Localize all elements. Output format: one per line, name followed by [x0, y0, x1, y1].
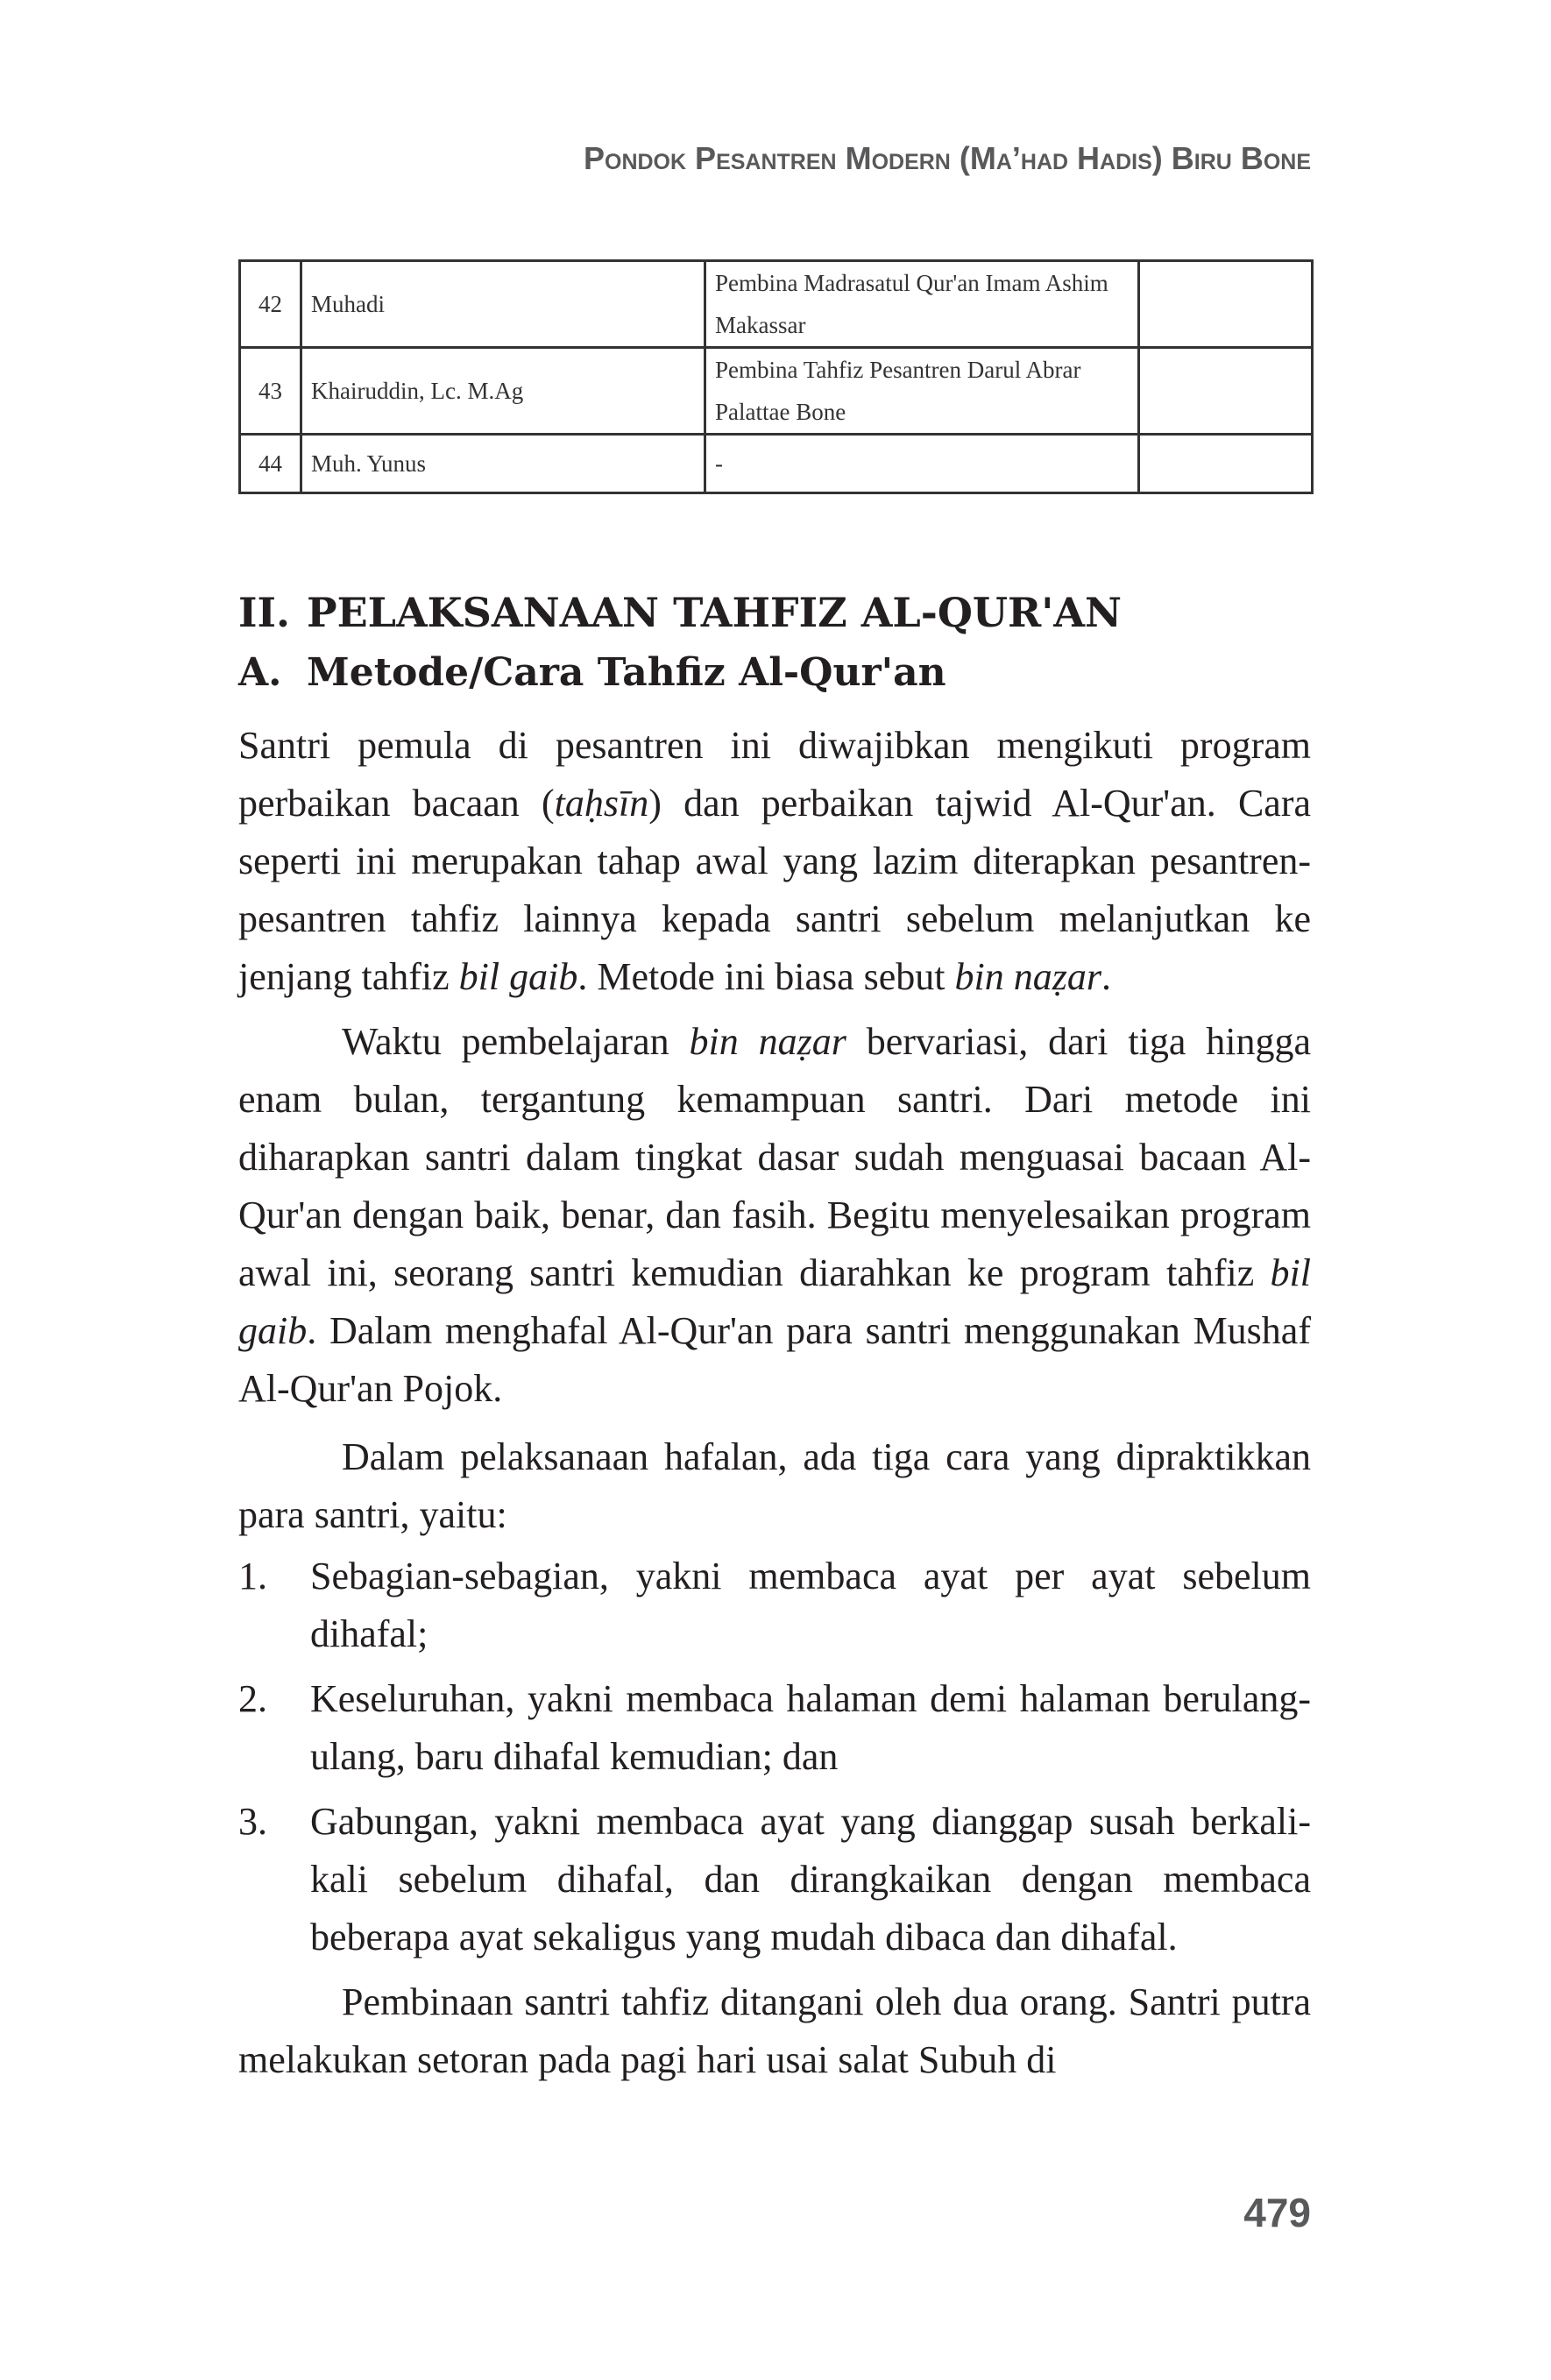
section-title: PELAKSANAAN TAHFIZ AL-QUR'AN — [307, 589, 1123, 636]
list-marker: 3. — [238, 1800, 267, 1843]
text-run: Waktu pembelajaran — [342, 1020, 690, 1063]
subsection-heading — [238, 650, 946, 695]
table-row — [240, 348, 1313, 435]
paragraph-3: Dalam pelaksanaan hafalan, ada tiga cara yang dipraktikkan para santri, yaitu: — [238, 1435, 1311, 1536]
paragraph-1 — [238, 717, 1311, 1006]
row-name: Muhadi — [301, 261, 705, 348]
italic-term: bin naẓar — [689, 1020, 846, 1063]
italic-term: bil gaib — [238, 1251, 1311, 1352]
row-name: Muh. Yunus — [301, 435, 705, 493]
text-run: . Dalam menghafal Al-Qur'an para santri menggunakan Mushaf Al-Qur'an Pojok. — [238, 1309, 1311, 1410]
roster-table — [238, 259, 1314, 494]
running-head: Pondok Pesantren Modern (Ma’had Hadis) Biru Bone — [583, 140, 1311, 176]
row-extra — [1139, 261, 1313, 348]
row-name: Khairuddin, Lc. M.Ag — [301, 348, 705, 435]
section-number: II. — [238, 589, 291, 636]
body-text — [238, 717, 1311, 2089]
italic-term: taḥsīn — [554, 782, 649, 825]
text-run: . Metode ini biasa sebut — [577, 955, 955, 998]
row-number: 44 — [240, 435, 301, 493]
list-item — [238, 1793, 1311, 1966]
row-extra — [1139, 435, 1313, 493]
list-item — [238, 1548, 1311, 1663]
text-run: Santri pemula di pesantren ini diwajibkan mengikuti program perbaikan bacaan ( — [238, 724, 1311, 825]
row-number: 43 — [240, 348, 301, 435]
text-run: bervariasi, dari tiga hingga enam bulan, tergantung kemampuan santri. Dari metode ini diharapkan santri dalam tingkat dasar sudah menguasai bacaan Al-Qur'an dengan baik, benar, dan fasih. Begitu menyelesaikan program awal ini, seorang santri kemudian diarahkan ke program tahfiz — [238, 1020, 1311, 1294]
page-number: 479 — [1243, 2190, 1311, 2235]
subsection-title: Metode/Cara Tahfiz Al-Qur'an — [307, 650, 946, 695]
row-role: - — [705, 435, 1139, 493]
table-row — [240, 261, 1313, 348]
list-item — [238, 1670, 1311, 1786]
row-role: Pembina Madrasatul Qur'an Imam Ashim Makassar — [705, 261, 1139, 348]
paragraph-4: Pembinaan santri tahfiz ditangani oleh dua orang. Santri putra melakukan setoran pada pagi hari usai salat Subuh di — [238, 1980, 1311, 2081]
method-list — [238, 1548, 1311, 1966]
italic-term: bin naẓar — [954, 955, 1101, 998]
list-item-text: Sebagian-sebagian, yakni membaca ayat per ayat sebelum dihafal; — [310, 1555, 1311, 1655]
row-number: 42 — [240, 261, 301, 348]
text-run: . — [1101, 955, 1111, 998]
text-run: ) dan perbaikan tajwid Al-Qur'an. Cara seperti ini merupakan tahap awal yang lazim diterapkan pesantren-pesantren tahfiz lainnya kepada santri sebelum melanjutkan ke jenjang tahfiz — [238, 782, 1312, 998]
list-marker: 2. — [238, 1677, 267, 1720]
table-row — [240, 435, 1313, 493]
list-item-text: Gabungan, yakni membaca ayat yang dianggap susah berkali-kali sebelum dihafal, dan dirangkaikan dengan membaca beberapa ayat sekaligus yang mudah dibaca dan dihafal. — [310, 1800, 1311, 1959]
list-marker: 1. — [238, 1555, 267, 1597]
subsection-number: A. — [238, 650, 282, 695]
paragraph-2 — [238, 1013, 1311, 1418]
row-role: Pembina Tahfiz Pesantren Darul Abrar Palattae Bone — [705, 348, 1139, 435]
list-item-text: Keseluruhan, yakni membaca halaman demi halaman berulang-ulang, baru dihafal kemudian; dan — [310, 1677, 1311, 1778]
section-heading — [238, 589, 1122, 636]
italic-term: bil gaib — [458, 955, 578, 998]
row-extra — [1139, 348, 1313, 435]
